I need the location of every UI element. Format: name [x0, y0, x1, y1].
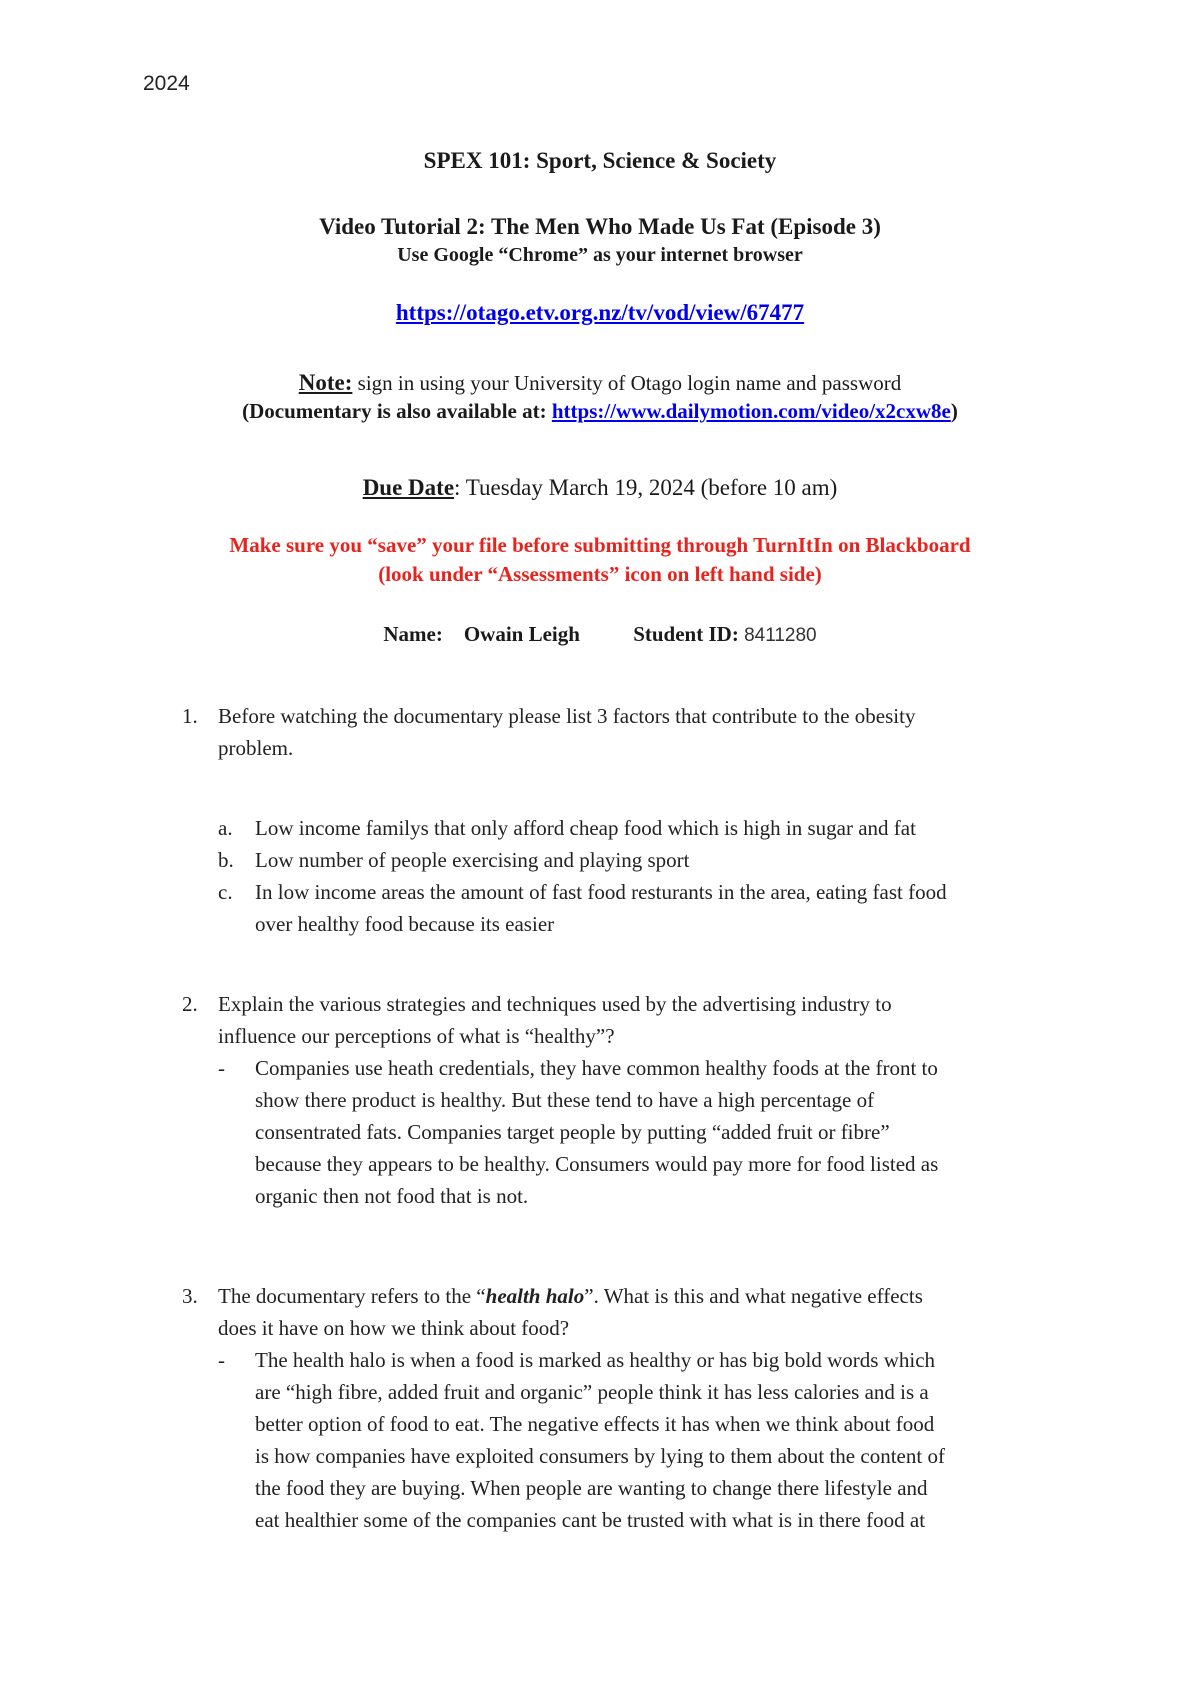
- primary-url-link[interactable]: https://otago.etv.org.nz/tv/vod/view/67477: [395, 300, 805, 325]
- student-info: [0, 622, 1200, 647]
- note-text: sign in using your University of Otago login name and password: [352, 371, 902, 395]
- question-text-line: [218, 1280, 1058, 1312]
- student-id-label: Student ID:: [633, 622, 739, 646]
- question-number: 3.: [182, 1284, 198, 1308]
- note-line: [0, 370, 1200, 396]
- answer-line: The health halo is when a food is marked as healthy or has big bold words which: [255, 1348, 936, 1372]
- note-label: Note:: [298, 370, 353, 395]
- answer-line: better option of food to eat. The negative effects it has when we think about food: [255, 1412, 935, 1436]
- question-number: 1.: [182, 704, 198, 728]
- question-text-line: influence our perceptions of what is “healthy”?: [218, 1024, 615, 1048]
- answer-marker: -: [218, 1056, 225, 1080]
- answer-line: Companies use heath credentials, they have common healthy foods at the front to: [255, 1056, 938, 1080]
- answer-line: show there product is healthy. But these tend to have a high percentage of: [255, 1088, 875, 1112]
- alt-source-line: [0, 399, 1200, 424]
- answer-line: Low income familys that only afford cheap food which is high in sugar and fat: [255, 816, 916, 840]
- student-id: 8411280: [744, 625, 817, 646]
- answer-line: because they appears to be healthy. Consumers would pay more for food listed as: [255, 1152, 939, 1176]
- answer-marker: a.: [218, 816, 233, 840]
- alt-url-link[interactable]: https://www.dailymotion.com/video/x2cxw8e: [551, 399, 951, 423]
- answer-marker: -: [218, 1348, 225, 1372]
- answer-line: is how companies have exploited consumers by lying to them about the content of: [255, 1444, 945, 1468]
- browser-note: Use Google “Chrome” as your internet browser: [397, 244, 803, 266]
- tutorial-title: Video Tutorial 2: The Men Who Made Us Fat (Episode 3): [319, 214, 881, 239]
- answer-line: In low income areas the amount of fast food resturants in the area, eating fast food: [255, 880, 947, 904]
- question-text-line: Explain the various strategies and techniques used by the advertising industry to: [218, 992, 892, 1016]
- answer-line: Low number of people exercising and playing sport: [255, 848, 690, 872]
- answer-line: consentrated fats. Companies target people by putting “added fruit or fibre”: [255, 1120, 890, 1144]
- answer-line: eat healthier some of the companies cant be trusted with what is in there food at: [255, 1508, 926, 1532]
- student-name: Owain Leigh: [463, 622, 580, 646]
- health-halo-term: health halo: [485, 1284, 585, 1308]
- alt-source-suffix: ): [950, 399, 958, 423]
- answer-line: organic then not food that is not.: [255, 1184, 529, 1208]
- answer-line: are “high fibre, added fruit and organic” people think it has less calories and is a: [255, 1380, 929, 1404]
- question-text-suffix: ”. What is this and what negative effects: [584, 1284, 923, 1308]
- due-date-text: : Tuesday March 19, 2024 (before 10 am): [454, 475, 838, 500]
- primary-url-line: [0, 300, 1200, 326]
- submission-warning-line1: Make sure you “save” your file before submitting through TurnItIn on Blackboard: [229, 533, 971, 557]
- name-label: Name:: [383, 622, 443, 646]
- due-date-label: Due Date: [362, 475, 455, 500]
- answer-marker: b.: [218, 848, 234, 872]
- answer-line: the food they are buying. When people are wanting to change there lifestyle and: [255, 1476, 928, 1500]
- question-text-prefix: The documentary refers to the “: [218, 1284, 486, 1308]
- course-title: SPEX 101: Sport, Science & Society: [423, 148, 777, 173]
- alt-source-prefix: (Documentary is also available at:: [242, 399, 552, 423]
- submission-warning-line2: (look under “Assessments” icon on left hand side): [378, 562, 822, 586]
- question-text-line: Before watching the documentary please list 3 factors that contribute to the obesity: [218, 704, 916, 728]
- question-text-line: problem.: [218, 736, 294, 760]
- answer-line: over healthy food because its easier: [255, 912, 555, 936]
- due-date-line: [0, 475, 1200, 501]
- question-text-line: does it have on how we think about food?: [218, 1316, 570, 1340]
- header-year: 2024: [143, 72, 190, 95]
- answer-marker: c.: [218, 880, 233, 904]
- question-number: 2.: [182, 992, 198, 1016]
